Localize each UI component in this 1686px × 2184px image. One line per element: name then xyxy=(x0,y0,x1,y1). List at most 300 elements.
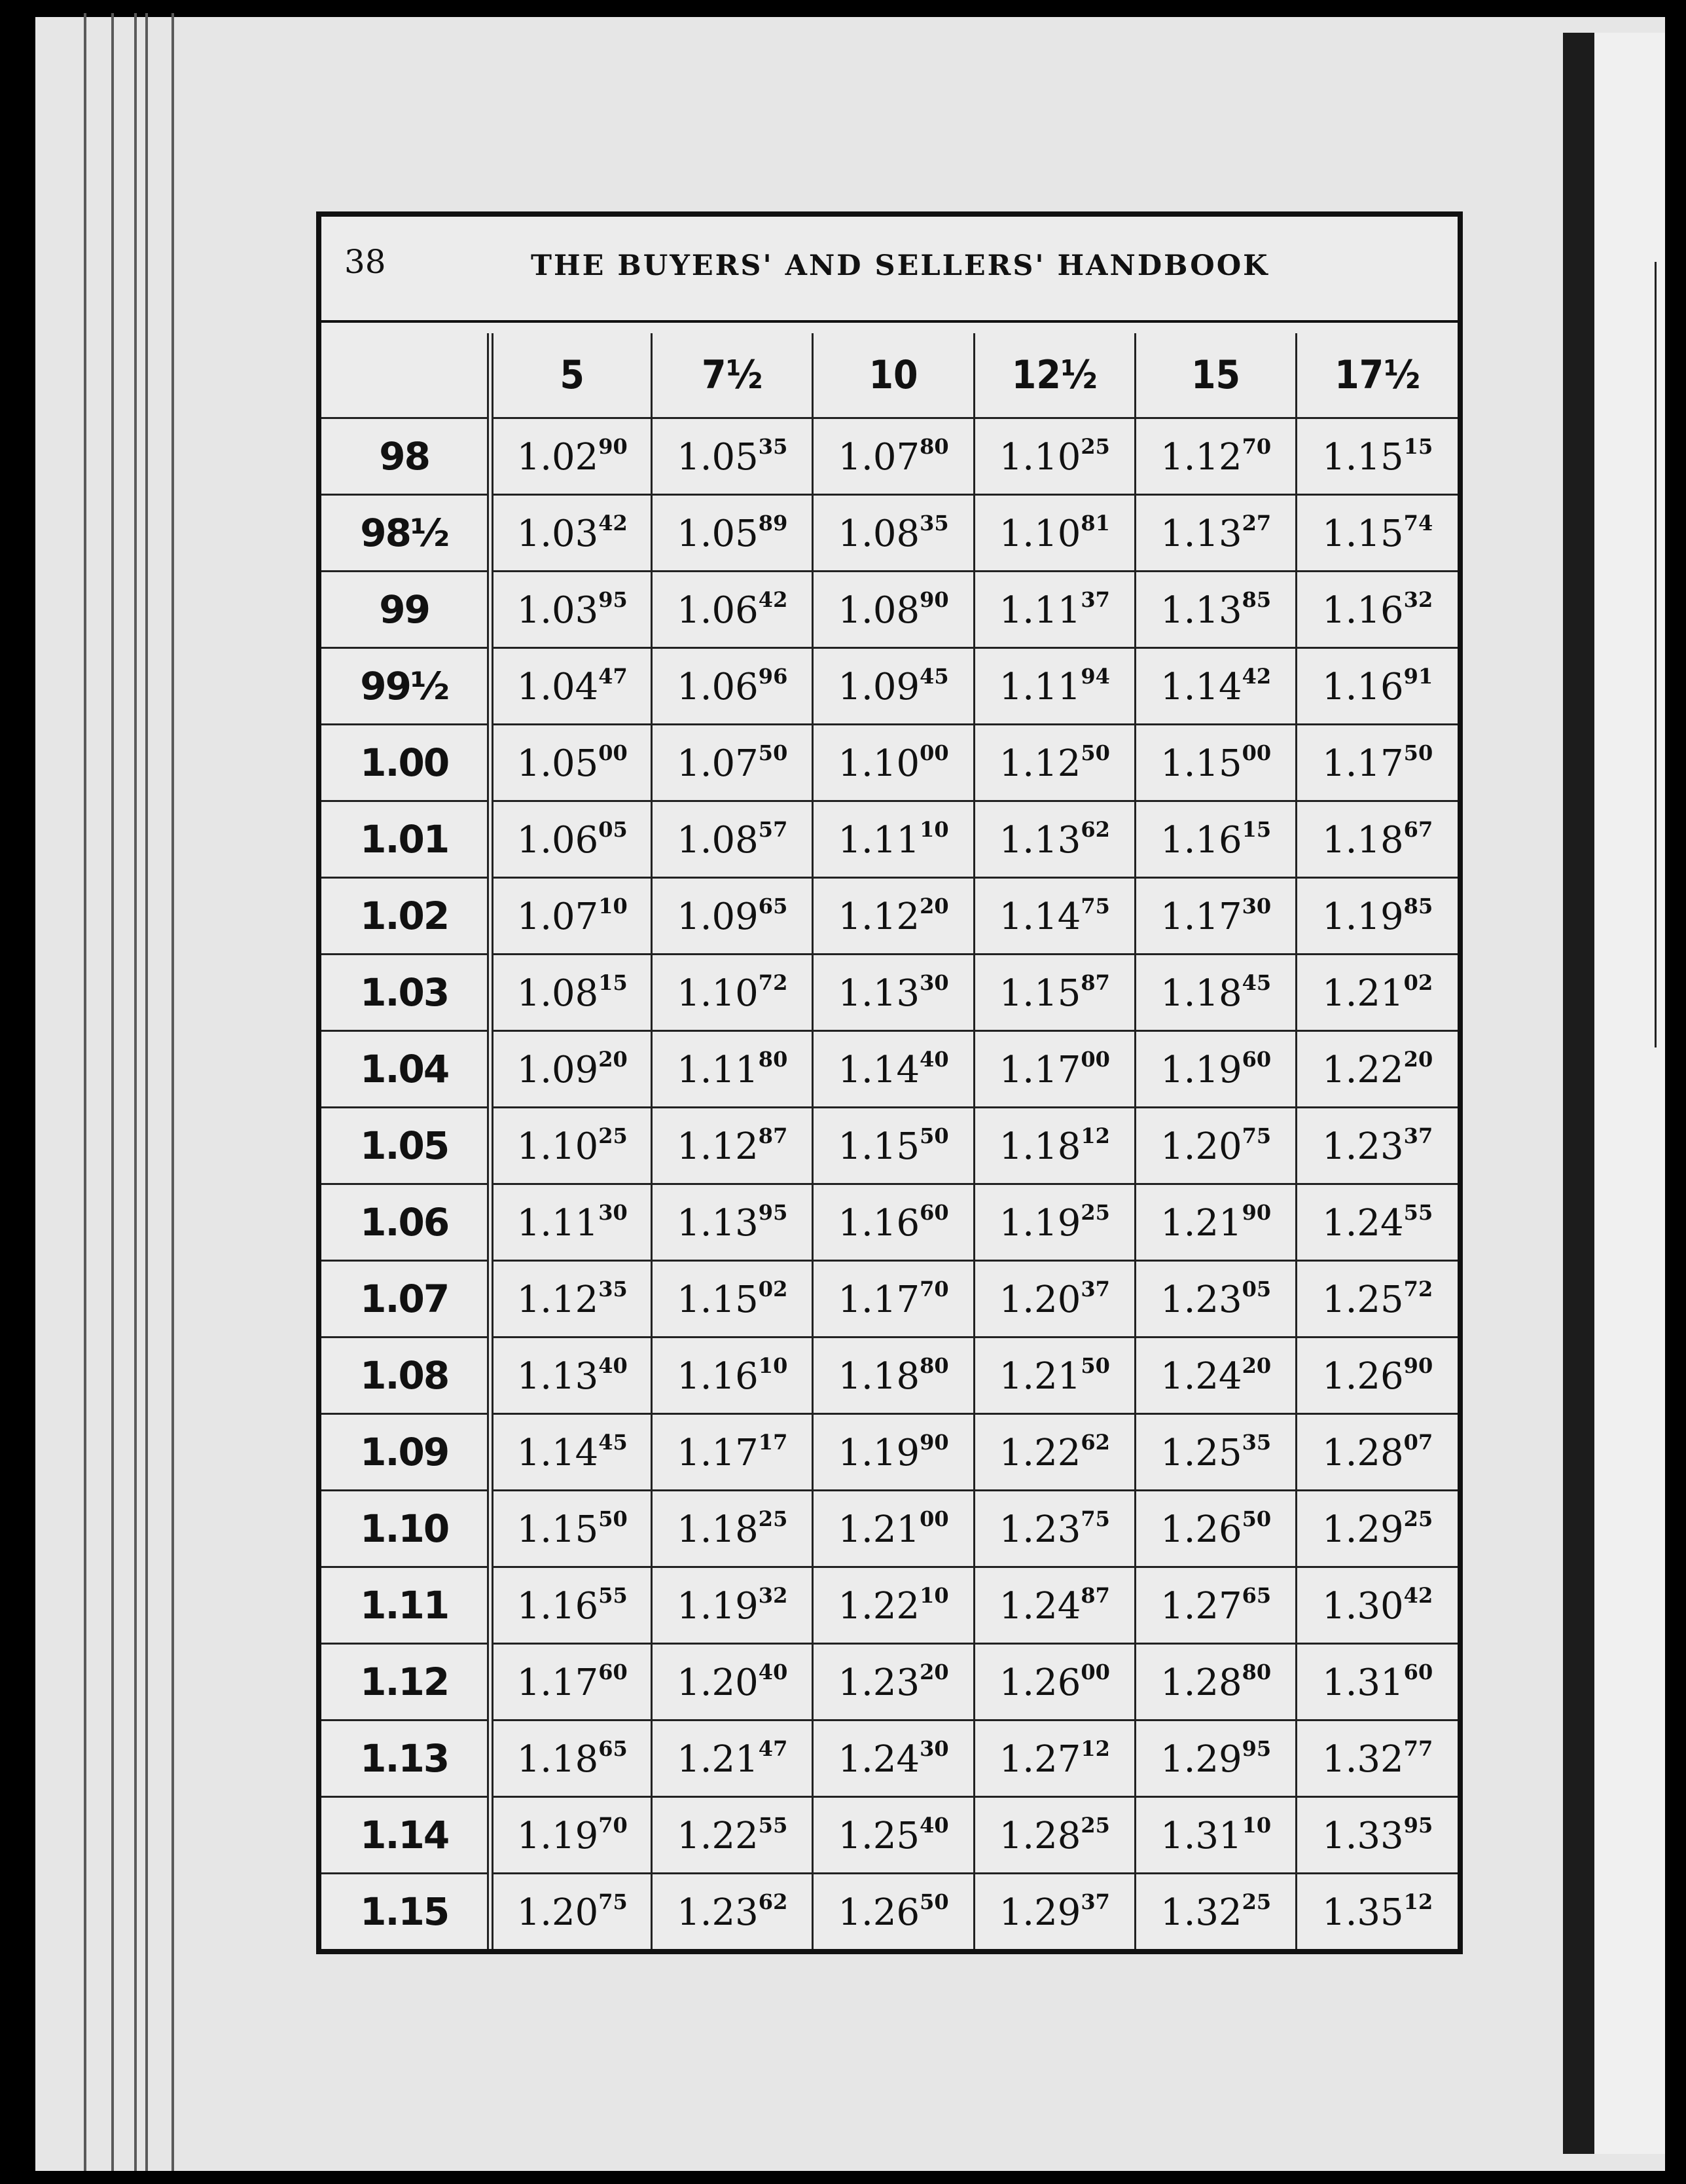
row-label: 1.05 xyxy=(321,1108,490,1184)
rate-whole: 1.07 xyxy=(516,896,599,938)
rate-fraction: 40 xyxy=(598,1353,628,1378)
page-number: 38 xyxy=(344,243,386,281)
rate-cell xyxy=(974,1797,1135,1874)
rate-fraction: 72 xyxy=(1403,1277,1433,1301)
rate-cell xyxy=(1135,725,1296,801)
rate-cell xyxy=(974,1414,1135,1491)
rate-cell xyxy=(1135,572,1296,648)
rate-fraction: 70 xyxy=(1242,434,1272,459)
rate-cell xyxy=(1135,648,1296,725)
rate-fraction: 35 xyxy=(598,1277,628,1301)
rate-cell xyxy=(490,1644,651,1720)
rate-fraction: 65 xyxy=(1242,1583,1272,1608)
rate-whole: 1.17 xyxy=(516,1662,599,1704)
row-label: 1.01 xyxy=(321,801,490,878)
rate-whole: 1.14 xyxy=(838,1049,920,1091)
rate-whole: 1.12 xyxy=(516,1279,599,1321)
page-edge-line xyxy=(111,13,114,2171)
rate-whole: 1.28 xyxy=(1321,1432,1404,1474)
rate-cell xyxy=(813,1031,974,1108)
rate-cell xyxy=(1297,1338,1458,1414)
rate-cell xyxy=(1297,725,1458,801)
rate-whole: 1.18 xyxy=(516,1738,599,1781)
rate-cell xyxy=(652,1414,813,1491)
rate-cell xyxy=(813,1720,974,1797)
rate-whole: 1.17 xyxy=(1321,742,1404,785)
rate-fraction: 96 xyxy=(758,664,788,689)
rate-whole: 1.22 xyxy=(1321,1049,1404,1091)
rate-fraction: 87 xyxy=(1081,1583,1110,1608)
rate-whole: 1.14 xyxy=(516,1432,599,1474)
rate-cell xyxy=(1135,1644,1296,1720)
row-label: 1.12 xyxy=(321,1644,490,1720)
rate-cell xyxy=(1297,801,1458,878)
rate-whole: 1.21 xyxy=(1160,1202,1242,1245)
rate-whole: 1.22 xyxy=(677,1815,759,1857)
rate-fraction: 81 xyxy=(1081,511,1110,536)
rate-fraction: 30 xyxy=(598,1200,628,1225)
table-row xyxy=(321,878,1458,955)
row-label: 1.00 xyxy=(321,725,490,801)
rate-cell xyxy=(1297,1108,1458,1184)
row-label: 1.15 xyxy=(321,1874,490,1950)
rate-whole: 1.10 xyxy=(516,1125,599,1168)
rate-fraction: 65 xyxy=(758,894,788,919)
rate-fraction: 20 xyxy=(920,1660,949,1684)
rate-whole: 1.31 xyxy=(1160,1815,1242,1857)
rate-fraction: 80 xyxy=(758,1047,788,1072)
column-header: 12½ xyxy=(974,333,1135,418)
rate-table-body xyxy=(321,418,1458,1950)
table-row xyxy=(321,1874,1458,1950)
rate-fraction: 12 xyxy=(1081,1123,1110,1148)
rate-fraction: 65 xyxy=(598,1736,628,1761)
rate-fraction: 35 xyxy=(1242,1430,1272,1455)
rate-whole: 1.11 xyxy=(999,666,1081,708)
rate-fraction: 25 xyxy=(598,1123,628,1148)
rate-whole: 1.23 xyxy=(1160,1279,1242,1321)
rate-fraction: 57 xyxy=(758,817,788,842)
rate-fraction: 70 xyxy=(598,1813,628,1838)
rate-cell xyxy=(652,648,813,725)
rate-fraction: 50 xyxy=(920,1123,949,1148)
rate-whole: 1.13 xyxy=(838,972,920,1015)
page-edge-line xyxy=(84,13,86,2171)
rate-cell xyxy=(490,1031,651,1108)
rate-fraction: 50 xyxy=(1081,1353,1110,1378)
rate-cell xyxy=(974,1644,1135,1720)
rate-whole: 1.11 xyxy=(838,819,920,862)
rate-cell xyxy=(1297,1414,1458,1491)
rate-whole: 1.03 xyxy=(516,513,599,555)
rate-fraction: 37 xyxy=(1081,1889,1110,1914)
rate-whole: 1.19 xyxy=(677,1585,759,1628)
rate-whole: 1.15 xyxy=(1321,513,1404,555)
rate-cell xyxy=(652,1184,813,1261)
rate-fraction: 30 xyxy=(920,970,949,995)
rate-cell xyxy=(490,1108,651,1184)
rate-fraction: 77 xyxy=(1403,1736,1433,1761)
rate-whole: 1.08 xyxy=(838,589,920,632)
rate-fraction: 05 xyxy=(598,817,628,842)
rate-fraction: 17 xyxy=(758,1430,788,1455)
rate-fraction: 95 xyxy=(1403,1813,1433,1838)
rate-fraction: 00 xyxy=(920,740,949,765)
rate-whole: 1.32 xyxy=(1160,1891,1242,1934)
rate-fraction: 60 xyxy=(598,1660,628,1684)
rate-fraction: 95 xyxy=(758,1200,788,1225)
rate-fraction: 95 xyxy=(598,587,628,612)
rate-fraction: 12 xyxy=(1081,1736,1110,1761)
rate-fraction: 94 xyxy=(1081,664,1110,689)
rate-whole: 1.08 xyxy=(516,972,599,1015)
rate-fraction: 10 xyxy=(758,1353,788,1378)
rate-whole: 1.16 xyxy=(516,1585,599,1628)
rate-fraction: 80 xyxy=(920,434,949,459)
rate-cell xyxy=(1297,648,1458,725)
rate-fraction: 20 xyxy=(920,894,949,919)
rate-whole: 1.14 xyxy=(1160,666,1242,708)
rate-fraction: 87 xyxy=(1081,970,1110,995)
rate-fraction: 40 xyxy=(920,1813,949,1838)
rate-whole: 1.29 xyxy=(999,1891,1081,1934)
rate-cell xyxy=(1297,1261,1458,1338)
rate-cell xyxy=(813,418,974,495)
rate-fraction: 55 xyxy=(758,1813,788,1838)
rate-fraction: 55 xyxy=(1403,1200,1433,1225)
rate-fraction: 35 xyxy=(920,511,949,536)
rate-fraction: 10 xyxy=(920,1583,949,1608)
rate-cell xyxy=(490,955,651,1031)
rate-cell xyxy=(490,878,651,955)
facing-page-edge xyxy=(1655,262,1657,1047)
rate-whole: 1.18 xyxy=(838,1355,920,1398)
rate-whole: 1.12 xyxy=(677,1125,759,1168)
rate-whole: 1.24 xyxy=(999,1585,1081,1628)
rate-whole: 1.18 xyxy=(677,1508,759,1551)
rate-cell xyxy=(652,1261,813,1338)
rate-fraction: 05 xyxy=(1242,1277,1272,1301)
rate-fraction: 42 xyxy=(598,511,628,536)
row-label: 1.03 xyxy=(321,955,490,1031)
rate-cell xyxy=(813,1414,974,1491)
rate-cell xyxy=(813,648,974,725)
rate-cell xyxy=(490,418,651,495)
rate-whole: 1.05 xyxy=(677,436,759,479)
rate-fraction: 32 xyxy=(1403,587,1433,612)
table-row xyxy=(321,495,1458,572)
rate-whole: 1.23 xyxy=(999,1508,1081,1551)
rate-whole: 1.27 xyxy=(999,1738,1081,1781)
rate-whole: 1.24 xyxy=(1321,1202,1404,1245)
rate-fraction: 25 xyxy=(1403,1506,1433,1531)
rate-fraction: 74 xyxy=(1403,511,1433,536)
column-header: 15 xyxy=(1135,333,1296,418)
rate-cell xyxy=(1297,1031,1458,1108)
rate-fraction: 42 xyxy=(1242,664,1272,689)
printed-page xyxy=(316,211,1463,1954)
rate-cell xyxy=(652,1567,813,1644)
rate-cell xyxy=(813,1874,974,1950)
page-edge-line xyxy=(145,13,148,2171)
rate-whole: 1.10 xyxy=(838,742,920,785)
rate-cell xyxy=(813,1338,974,1414)
rate-cell xyxy=(490,1720,651,1797)
rate-cell xyxy=(974,1491,1135,1567)
rate-cell xyxy=(490,495,651,572)
rate-fraction: 50 xyxy=(1081,740,1110,765)
rate-fraction: 60 xyxy=(1403,1660,1433,1684)
table-row xyxy=(321,1644,1458,1720)
rate-fraction: 00 xyxy=(920,1506,949,1531)
rate-fraction: 15 xyxy=(1403,434,1433,459)
rate-fraction: 00 xyxy=(1081,1660,1110,1684)
rate-whole: 1.29 xyxy=(1321,1508,1404,1551)
rate-fraction: 12 xyxy=(1403,1889,1433,1914)
rate-whole: 1.26 xyxy=(999,1662,1081,1704)
rate-cell xyxy=(813,1644,974,1720)
rate-whole: 1.17 xyxy=(838,1279,920,1321)
column-header: 5 xyxy=(490,333,651,418)
rate-cell xyxy=(652,1874,813,1950)
rate-cell xyxy=(974,725,1135,801)
rate-cell xyxy=(652,572,813,648)
rate-whole: 1.19 xyxy=(1321,896,1404,938)
rate-fraction: 55 xyxy=(598,1583,628,1608)
rate-whole: 1.23 xyxy=(838,1662,920,1704)
column-header: 7½ xyxy=(652,333,813,418)
rate-whole: 1.16 xyxy=(677,1355,759,1398)
rate-whole: 1.15 xyxy=(838,1125,920,1168)
rate-whole: 1.21 xyxy=(999,1355,1081,1398)
table-row xyxy=(321,648,1458,725)
rate-fraction: 35 xyxy=(758,434,788,459)
rate-cell xyxy=(652,1797,813,1874)
table-row xyxy=(321,955,1458,1031)
rate-cell xyxy=(1297,1184,1458,1261)
rate-whole: 1.11 xyxy=(516,1202,599,1245)
rate-fraction: 42 xyxy=(758,587,788,612)
rate-whole: 1.23 xyxy=(677,1891,759,1934)
rate-cell xyxy=(974,1261,1135,1338)
rate-fraction: 15 xyxy=(1242,817,1272,842)
rate-whole: 1.29 xyxy=(1160,1738,1242,1781)
rate-whole: 1.08 xyxy=(677,819,759,862)
rate-whole: 1.24 xyxy=(838,1738,920,1781)
rate-fraction: 37 xyxy=(1081,1277,1110,1301)
rate-cell xyxy=(490,648,651,725)
table-row xyxy=(321,1261,1458,1338)
rate-fraction: 62 xyxy=(1081,817,1110,842)
rate-fraction: 70 xyxy=(920,1277,949,1301)
rate-cell xyxy=(490,1338,651,1414)
rate-fraction: 00 xyxy=(1081,1047,1110,1072)
rate-cell xyxy=(1297,1491,1458,1567)
rate-cell xyxy=(652,1491,813,1567)
page-edge-line xyxy=(171,13,174,2171)
rate-fraction: 25 xyxy=(758,1506,788,1531)
rate-whole: 1.14 xyxy=(999,896,1081,938)
rate-cell xyxy=(490,1414,651,1491)
rate-whole: 1.19 xyxy=(516,1815,599,1857)
rate-whole: 1.12 xyxy=(1160,436,1242,479)
rate-cell xyxy=(974,1720,1135,1797)
rate-cell xyxy=(1297,495,1458,572)
rate-whole: 1.25 xyxy=(838,1815,920,1857)
rate-cell xyxy=(813,1261,974,1338)
rate-fraction: 40 xyxy=(920,1047,949,1072)
rate-fraction: 25 xyxy=(1242,1889,1272,1914)
rate-cell xyxy=(974,955,1135,1031)
rate-cell xyxy=(1135,1031,1296,1108)
rate-cell xyxy=(652,1644,813,1720)
rate-whole: 1.08 xyxy=(838,513,920,555)
rate-cell xyxy=(1135,1567,1296,1644)
rate-cell xyxy=(1135,1261,1296,1338)
row-label: 1.14 xyxy=(321,1797,490,1874)
table-row xyxy=(321,1031,1458,1108)
rate-whole: 1.16 xyxy=(1160,819,1242,862)
rate-fraction: 95 xyxy=(1242,1736,1272,1761)
table-row xyxy=(321,1567,1458,1644)
rate-fraction: 00 xyxy=(1242,740,1272,765)
table-row xyxy=(321,1491,1458,1567)
rate-whole: 1.13 xyxy=(516,1355,599,1398)
table-row xyxy=(321,1414,1458,1491)
rate-whole: 1.15 xyxy=(999,972,1081,1015)
rate-cell xyxy=(813,1797,974,1874)
rate-whole: 1.03 xyxy=(516,589,599,632)
rate-cell xyxy=(813,955,974,1031)
rate-cell xyxy=(974,801,1135,878)
rate-cell xyxy=(652,955,813,1031)
row-label: 1.04 xyxy=(321,1031,490,1108)
rate-cell xyxy=(974,572,1135,648)
rate-whole: 1.12 xyxy=(999,742,1081,785)
rate-fraction: 27 xyxy=(1242,511,1272,536)
rate-whole: 1.26 xyxy=(1160,1508,1242,1551)
rate-cell xyxy=(490,1567,651,1644)
rate-whole: 1.20 xyxy=(999,1279,1081,1321)
rate-whole: 1.25 xyxy=(1160,1432,1242,1474)
rate-fraction: 45 xyxy=(598,1430,628,1455)
rate-fraction: 25 xyxy=(1081,1200,1110,1225)
table-row xyxy=(321,418,1458,495)
rate-whole: 1.21 xyxy=(677,1738,759,1781)
rate-cell xyxy=(1135,1184,1296,1261)
rate-cell xyxy=(652,725,813,801)
rate-whole: 1.13 xyxy=(999,819,1081,862)
rate-whole: 1.06 xyxy=(516,819,599,862)
rate-whole: 1.18 xyxy=(999,1125,1081,1168)
rate-whole: 1.15 xyxy=(1321,436,1404,479)
rate-whole: 1.21 xyxy=(838,1508,920,1551)
rate-whole: 1.04 xyxy=(516,666,599,708)
rate-table xyxy=(321,333,1458,1949)
rate-whole: 1.10 xyxy=(999,436,1081,479)
rate-whole: 1.06 xyxy=(677,666,759,708)
rate-cell xyxy=(813,1491,974,1567)
rate-fraction: 80 xyxy=(920,1353,949,1378)
table-row xyxy=(321,725,1458,801)
rate-whole: 1.26 xyxy=(1321,1355,1404,1398)
rate-cell xyxy=(1297,418,1458,495)
running-head xyxy=(321,217,1458,323)
rate-fraction: 67 xyxy=(1403,817,1433,842)
rate-whole: 1.19 xyxy=(1160,1049,1242,1091)
rate-fraction: 10 xyxy=(1242,1813,1272,1838)
rate-whole: 1.18 xyxy=(1160,972,1242,1015)
rate-cell xyxy=(813,878,974,955)
rate-whole: 1.35 xyxy=(1321,1891,1404,1934)
rate-fraction: 20 xyxy=(1242,1353,1272,1378)
rate-cell xyxy=(1297,1797,1458,1874)
rate-fraction: 90 xyxy=(1403,1353,1433,1378)
rate-whole: 1.12 xyxy=(838,896,920,938)
rate-cell xyxy=(490,801,651,878)
rate-cell xyxy=(490,1797,651,1874)
rate-whole: 1.28 xyxy=(999,1815,1081,1857)
rate-cell xyxy=(490,1874,651,1950)
rate-whole: 1.11 xyxy=(999,589,1081,632)
rate-fraction: 80 xyxy=(1242,1660,1272,1684)
rate-cell xyxy=(974,1108,1135,1184)
rate-fraction: 89 xyxy=(758,511,788,536)
rate-whole: 1.11 xyxy=(677,1049,759,1091)
rate-cell xyxy=(652,1031,813,1108)
rate-fraction: 50 xyxy=(1242,1506,1272,1531)
rate-cell xyxy=(490,572,651,648)
rate-cell xyxy=(1297,572,1458,648)
rate-whole: 1.10 xyxy=(677,972,759,1015)
rate-whole: 1.17 xyxy=(999,1049,1081,1091)
row-label: 1.08 xyxy=(321,1338,490,1414)
rate-cell xyxy=(1135,955,1296,1031)
rate-fraction: 45 xyxy=(1242,970,1272,995)
rate-whole: 1.05 xyxy=(677,513,759,555)
rate-whole: 1.06 xyxy=(677,589,759,632)
rate-whole: 1.09 xyxy=(838,666,920,708)
rate-cell xyxy=(1297,1644,1458,1720)
table-row xyxy=(321,1108,1458,1184)
rate-fraction: 37 xyxy=(1081,587,1110,612)
table-row xyxy=(321,572,1458,648)
page-edge-line xyxy=(134,13,137,2171)
rate-fraction: 02 xyxy=(1403,970,1433,995)
rate-whole: 1.13 xyxy=(1160,513,1242,555)
rate-fraction: 50 xyxy=(598,1506,628,1531)
rate-whole: 1.17 xyxy=(677,1432,759,1474)
rate-whole: 1.10 xyxy=(999,513,1081,555)
row-label: 1.06 xyxy=(321,1184,490,1261)
rate-cell xyxy=(1297,955,1458,1031)
table-row xyxy=(321,1797,1458,1874)
rate-fraction: 25 xyxy=(1081,1813,1110,1838)
rate-fraction: 85 xyxy=(1403,894,1433,919)
rate-cell xyxy=(1297,1567,1458,1644)
rate-whole: 1.05 xyxy=(516,742,599,785)
rate-cell xyxy=(490,1184,651,1261)
rate-cell xyxy=(1135,418,1296,495)
rate-cell xyxy=(813,801,974,878)
rate-whole: 1.09 xyxy=(677,896,759,938)
rate-fraction: 40 xyxy=(758,1660,788,1684)
rate-whole: 1.33 xyxy=(1321,1815,1404,1857)
rate-cell xyxy=(974,1567,1135,1644)
column-header: 10 xyxy=(813,333,974,418)
rate-fraction: 50 xyxy=(758,740,788,765)
rate-fraction: 90 xyxy=(1242,1200,1272,1225)
